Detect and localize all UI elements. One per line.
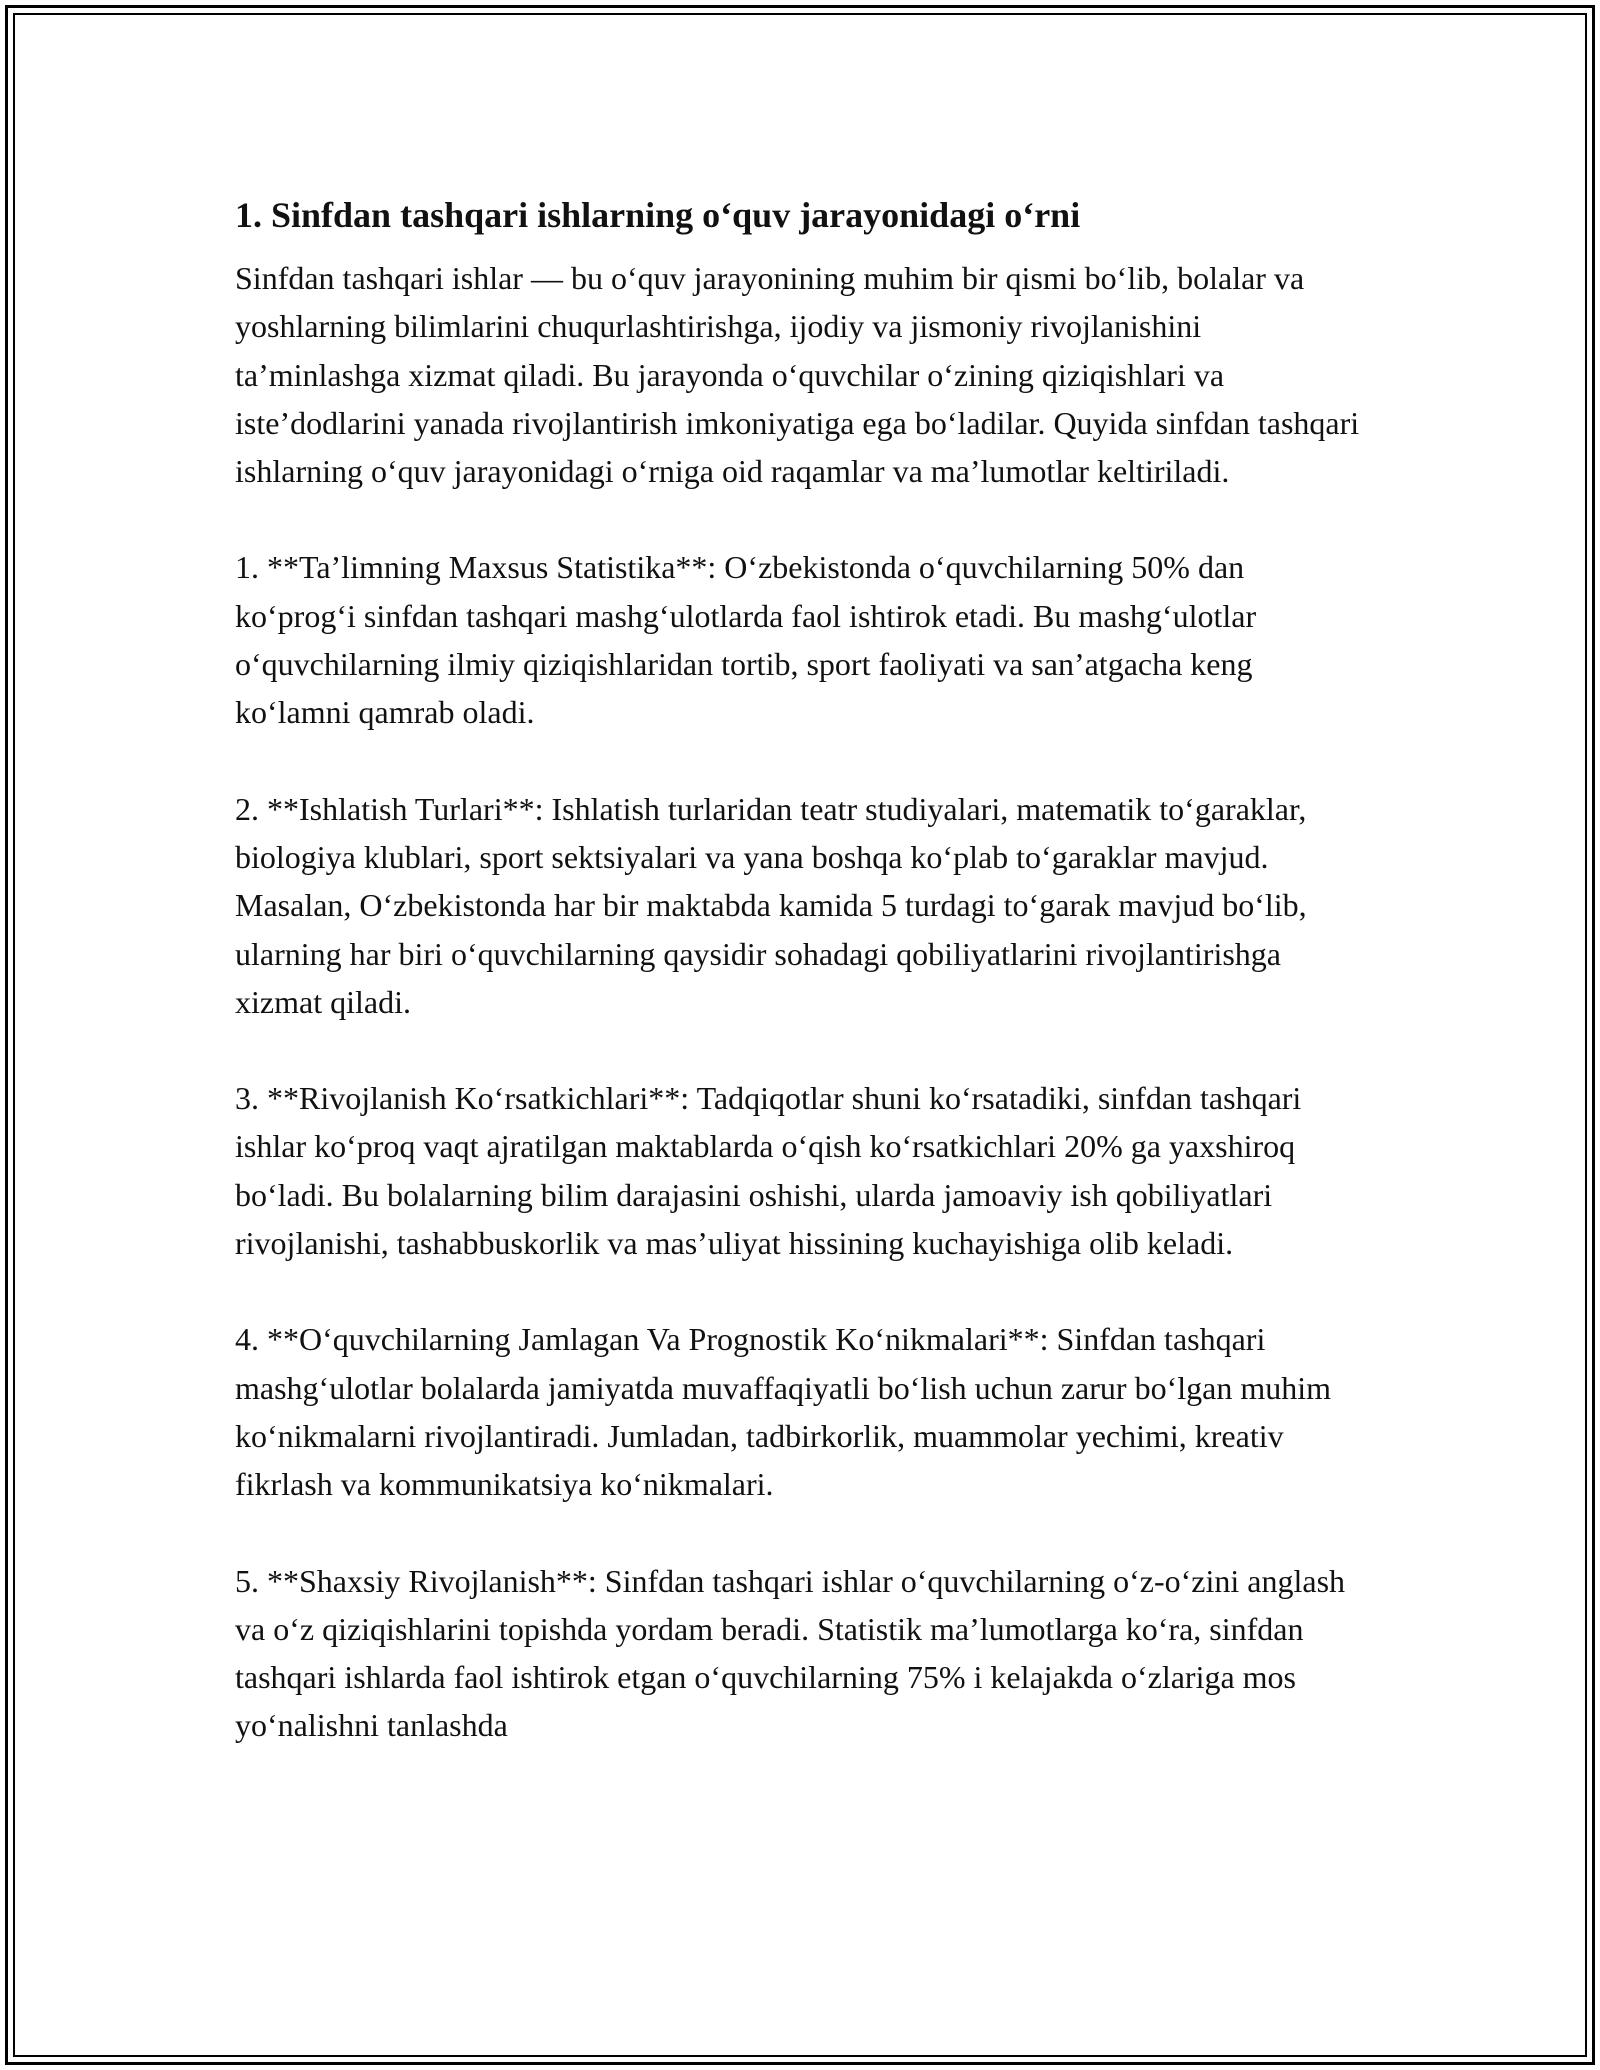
list-item-statistics: 1. **Ta’limning Maxsus Statistika**: O‘zbekistonda o‘quvchilarning 50% dan ko‘prog‘i sinfdan tashqari mashg‘ulotlarda faol ishtirok etadi. Bu mashg‘ulotlar o‘quvchilarning ilmiy qiziqishlaridan tortib, sport faoliyati va san’atgacha keng ko‘lamni qamrab oladi. (235, 549, 1257, 731)
list-item-skills: 4. **O‘quvchilarning Jamlagan Va Prognostik Ko‘nikmalari**: Sinfdan tashqari mashg‘ulotlar bolalarda jamiyatda muvaffaqiyatli bo‘lish uchun zarur bo‘lgan muhim ko‘nikmalarni rivojlantiradi. Jumladan, tadbirkorlik, muammolar yechimi, kreativ fikrlash va kommunikatsiya ko‘nikmalari. (235, 1321, 1331, 1503)
list-item-types: 2. **Ishlatish Turlari**: Ishlatish turlaridan teatr studiyalari, matematik to‘garaklar, biologiya klublari, sport sektsiyalari va yana boshqa ko‘plab to‘garaklar mavjud. Masalan, O‘zbekistonda har bir maktabda kamida 5 turdagi to‘garak mavjud bo‘lib, ularning har biri o‘quvchilarning qaysidir sohadagi qobiliyatlarini rivojlantirishga xizmat qiladi. (235, 790, 1307, 1020)
document-body (235, 190, 1365, 1798)
section-heading: 1. Sinfdan tashqari ishlarning o‘quv jarayonidagi o‘rni (235, 195, 1081, 235)
intro-paragraph: Sinfdan tashqari ishlar — bu o‘quv jarayonining muhim bir qismi bo‘lib, bolalar va yoshlarning bilimlarini chuqurlashtirishga, ijodiy va jismoniy rivojlanishini ta’minlashga xizmat qiladi. Bu jarayonda o‘quvchilar o‘zining qiziqishlari va iste’dodlarini yanada rivojlantirish imkoniyatiga ega bo‘ladilar. Quyida sinfdan tashqari ishlarning o‘quv jarayonidagi o‘rniga oid raqamlar va ma’lumotlar keltiriladi. (235, 260, 1360, 490)
list-item-development-indicators: 3. **Rivojlanish Ko‘rsatkichlari**: Tadqiqotlar shuni ko‘rsatadiki, sinfdan tashqari ishlar ko‘proq vaqt ajratilgan maktablarda o‘qish ko‘rsatkichlari 20% ga yaxshiroq bo‘ladi. Bu bolalarning bilim darajasini oshishi, ularda jamoaviy ish qobiliyatlari rivojlanishi, tashabbuskorlik va mas’uliyat hissining kuchayishiga olib keladi. (235, 1080, 1302, 1262)
list-item-personal-development: 5. **Shaxsiy Rivojlanish**: Sinfdan tashqari ishlar o‘quvchilarning o‘z-o‘zini anglash va o‘z qiziqishlarini topishda yordam beradi. Statistik ma’lumotlarga ko‘ra, sinfdan tashqari ishlarda faol ishtirok etgan o‘quvchilarning 75% i kelajakda o‘zlariga mos yo‘nalishni tanlashda (235, 1562, 1346, 1744)
